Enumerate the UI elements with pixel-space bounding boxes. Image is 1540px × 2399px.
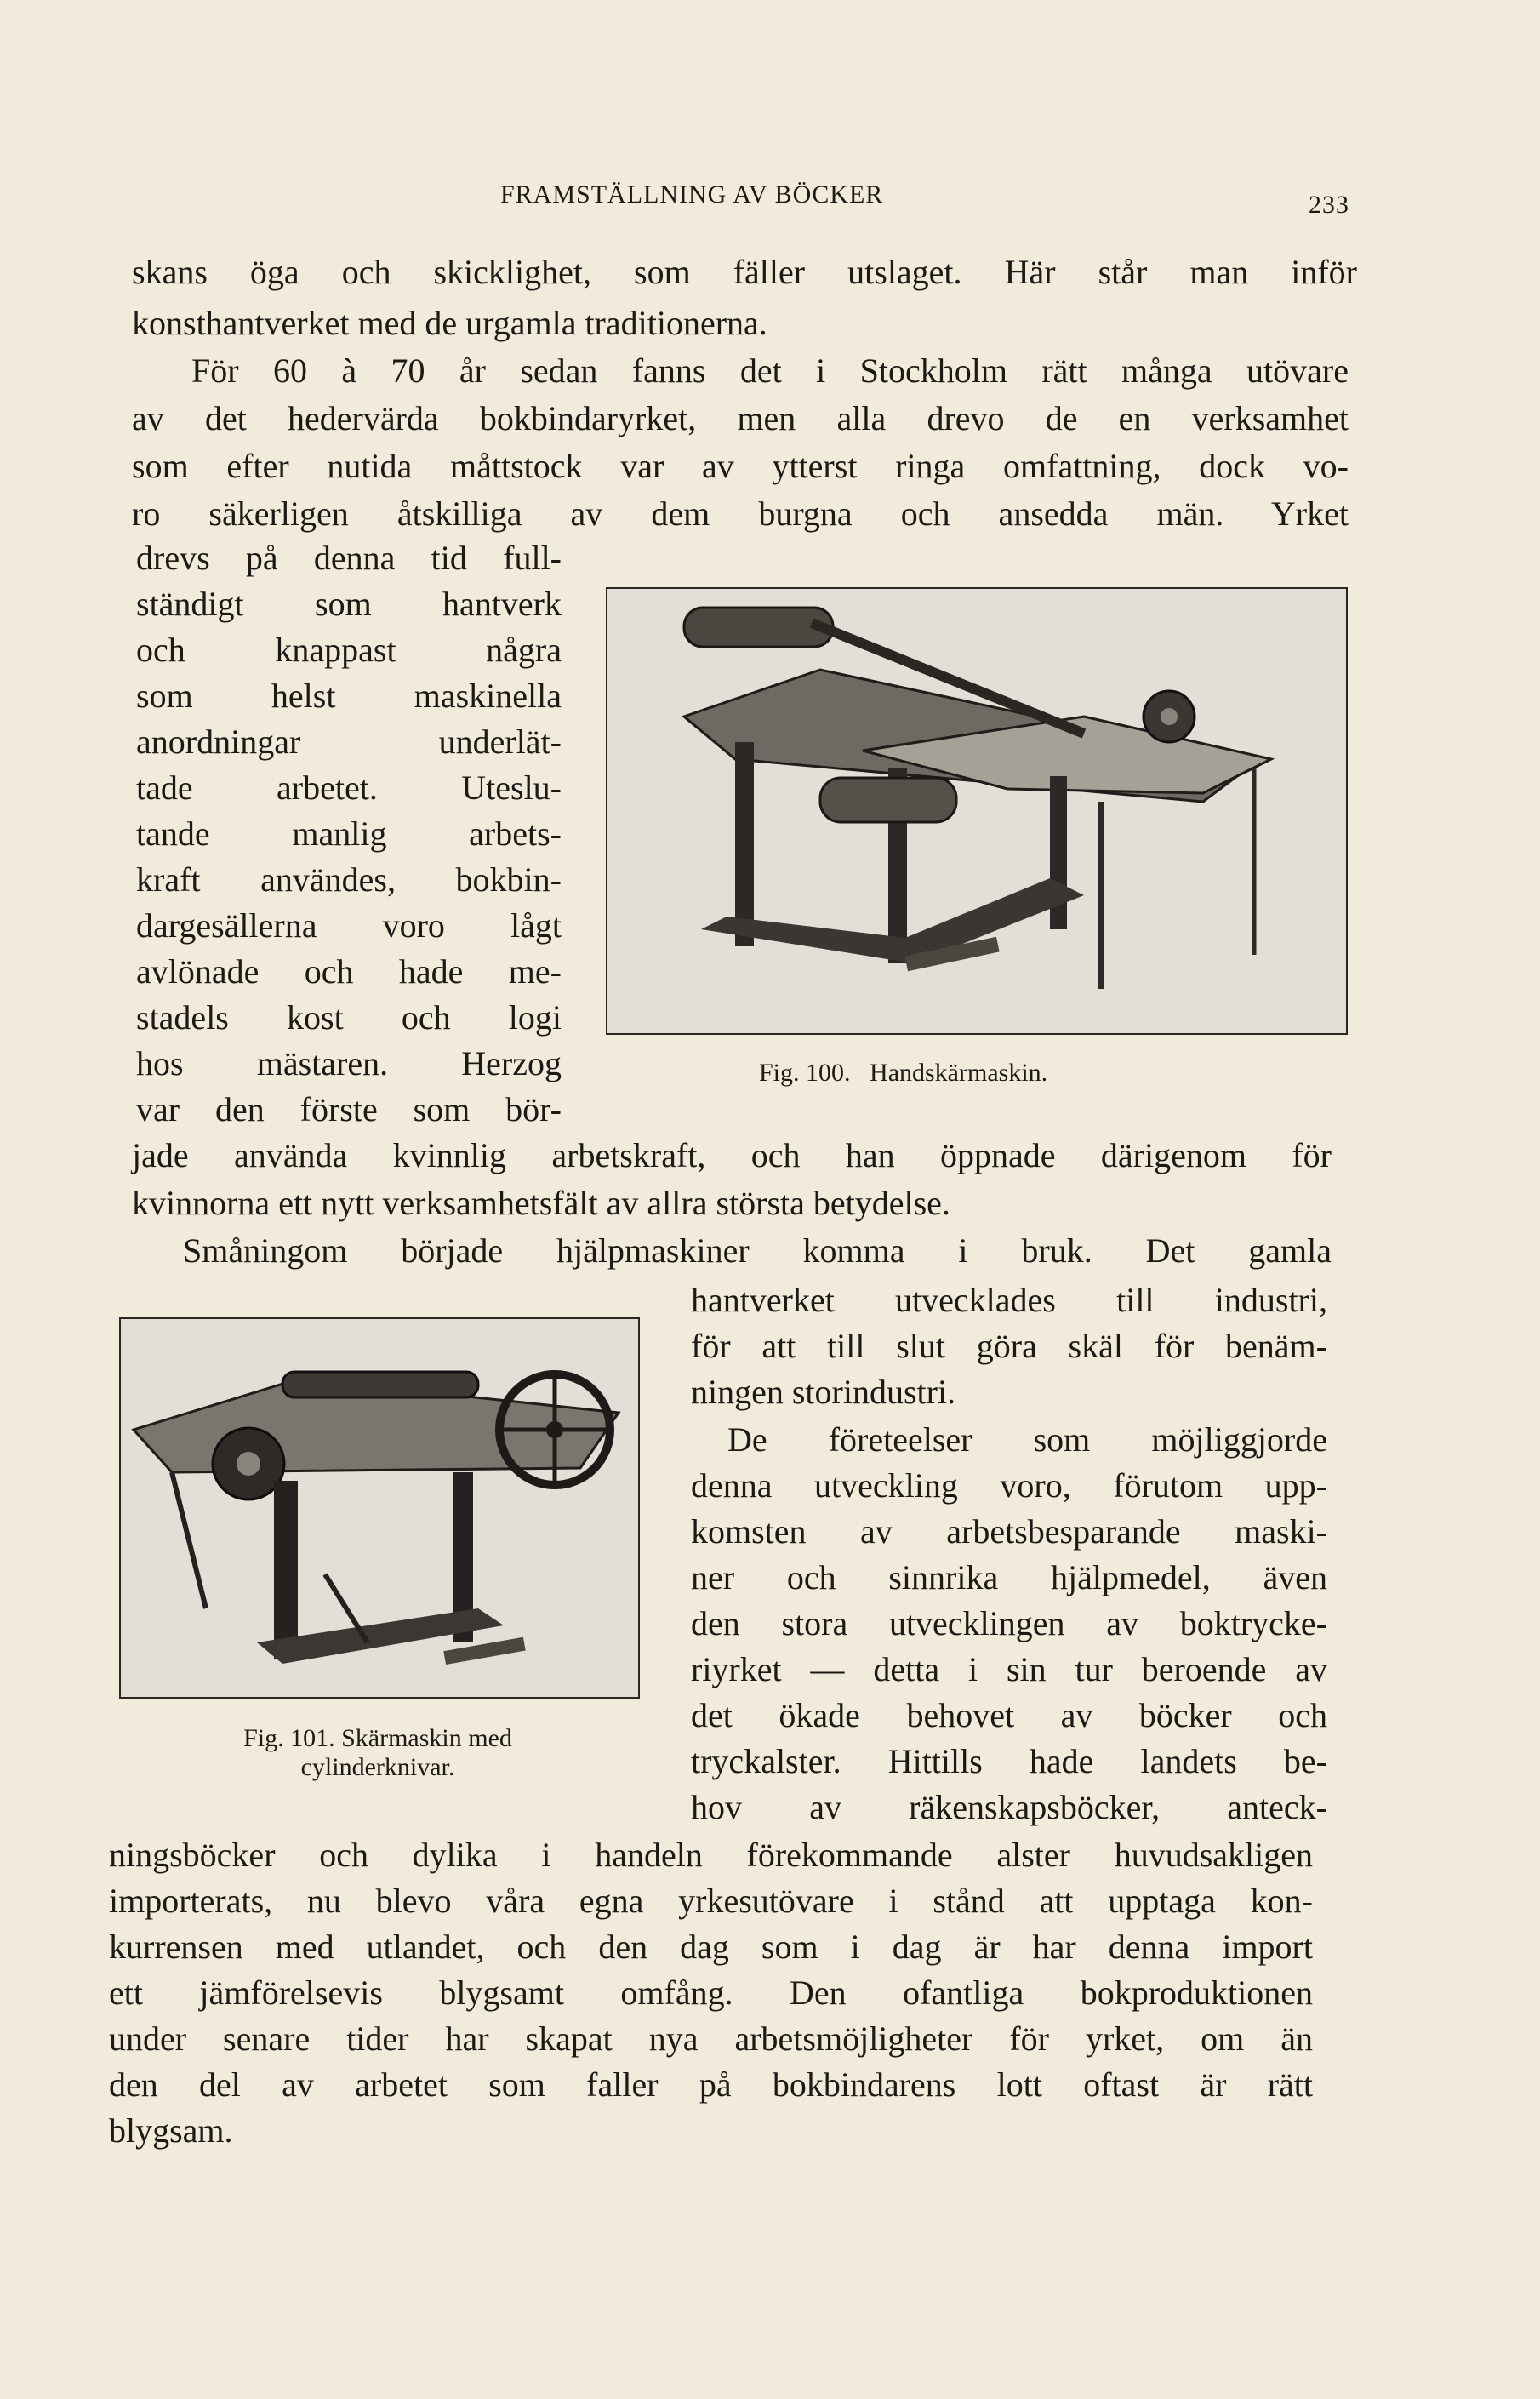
figure-100-title: Handskärmaskin. (870, 1059, 1048, 1087)
text-line: som efter nutida måttstock var av ytterst ringa omfattning, dock vo- (132, 447, 1349, 485)
figure-100-handskarmaskin (606, 587, 1348, 1035)
text-line: tade arbetet. Uteslu- (136, 768, 562, 807)
text-line: blygsam. (109, 2111, 233, 2150)
text-line: denna utveckling voro, förutom upp- (691, 1466, 1327, 1505)
figure-100-label: Fig. 100. (759, 1059, 851, 1087)
text-line: drevs på denna tid full- (136, 539, 562, 577)
text-line: riyrket — detta i sin tur beroende av (691, 1650, 1327, 1688)
figure-101-caption (119, 1724, 636, 1782)
text-line: konsthantverket med de urgamla traditionerna. (132, 304, 767, 342)
text-line: avlönade och hade me- (136, 952, 562, 991)
text-line: och knappast några (136, 631, 562, 669)
text-line: kvinnorna ett nytt verksamhetsfält av allra största betydelse. (132, 1184, 950, 1222)
cylinder-knife-cutter-illustration (121, 1319, 638, 1697)
text-line: hantverket utvecklades till industri, (691, 1281, 1327, 1319)
text-line: dargesällerna voro lågt (136, 906, 562, 945)
text-line: den stora utvecklingen av boktrycke- (691, 1604, 1327, 1642)
page-number: 233 (1309, 191, 1349, 219)
text-line: ro säkerligen åtskilliga av dem burgna och ansedda män. Yrket (132, 494, 1349, 533)
text-line: ningen storindustri. (691, 1373, 956, 1411)
text-line: ett jämförelsevis blygsamt omfång. Den ofantliga bokproduktionen (109, 1973, 1313, 2012)
text-line: ner och sinnrika hjälpmedel, även (691, 1558, 1327, 1596)
text-line: skans öga och skicklighet, som fäller utslaget. Här står man inför (132, 253, 1357, 291)
text-line: jade använda kvinnlig arbetskraft, och han öppnade därigenom för (132, 1136, 1332, 1174)
text-line: komsten av arbetsbesparande maski- (691, 1512, 1327, 1551)
text-line: stadels kost och logi (136, 998, 562, 1037)
text-line: som helst maskinella (136, 677, 562, 715)
text-line: kurrensen med utlandet, och den dag som i dag är har denna import (109, 1928, 1313, 1966)
figure-100-caption (759, 1059, 1047, 1088)
text-line: den del av arbetet som faller på bokbindarens lott oftast är rätt (109, 2065, 1313, 2104)
text-line: tryckalster. Hittills hade landets be- (691, 1742, 1327, 1780)
text-line: ständigt som hantverk (136, 585, 562, 623)
text-line: ningsböcker och dylika i handeln förekommande alster huvudsakligen (109, 1836, 1313, 1874)
figure-101-caption-line1: Fig. 101. Skärmaskin med (243, 1724, 512, 1752)
text-line: var den förste som bör- (136, 1090, 562, 1128)
hand-cutting-machine-illustration (607, 589, 1346, 1033)
text-line: För 60 à 70 år sedan fanns det i Stockholm rätt många utövare (191, 351, 1349, 390)
figure-101-caption-line2: cylinderknivar. (300, 1753, 455, 1781)
text-line: anordningar underlät- (136, 723, 562, 761)
running-title: FRAMSTÄLLNING AV BÖCKER (500, 180, 884, 208)
text-line: för att till slut göra skäl för benäm- (691, 1327, 1327, 1365)
text-line: det ökade behovet av böcker och (691, 1696, 1327, 1734)
running-header (0, 180, 1540, 219)
text-line: tande manlig arbets- (136, 814, 562, 853)
text-line: under senare tider har skapat nya arbetsmöjligheter för yrket, om än (109, 2019, 1313, 2058)
text-line: hov av räkenskapsböcker, anteck- (691, 1788, 1327, 1826)
figure-101-skarmaskin (119, 1317, 640, 1699)
text-line: De företeelser som möjliggjorde (727, 1420, 1327, 1459)
text-line: kraft användes, bokbin- (136, 860, 562, 899)
text-line: Småningom började hjälpmaskiner komma i bruk. Det gamla (183, 1231, 1332, 1270)
text-line: av det hedervärda bokbindaryrket, men alla drevo de en verksamhet (132, 399, 1349, 437)
text-line: importerats, nu blevo våra egna yrkesutövare i stånd att upptaga kon- (109, 1882, 1313, 1920)
text-line: hos mästaren. Herzog (136, 1044, 562, 1082)
